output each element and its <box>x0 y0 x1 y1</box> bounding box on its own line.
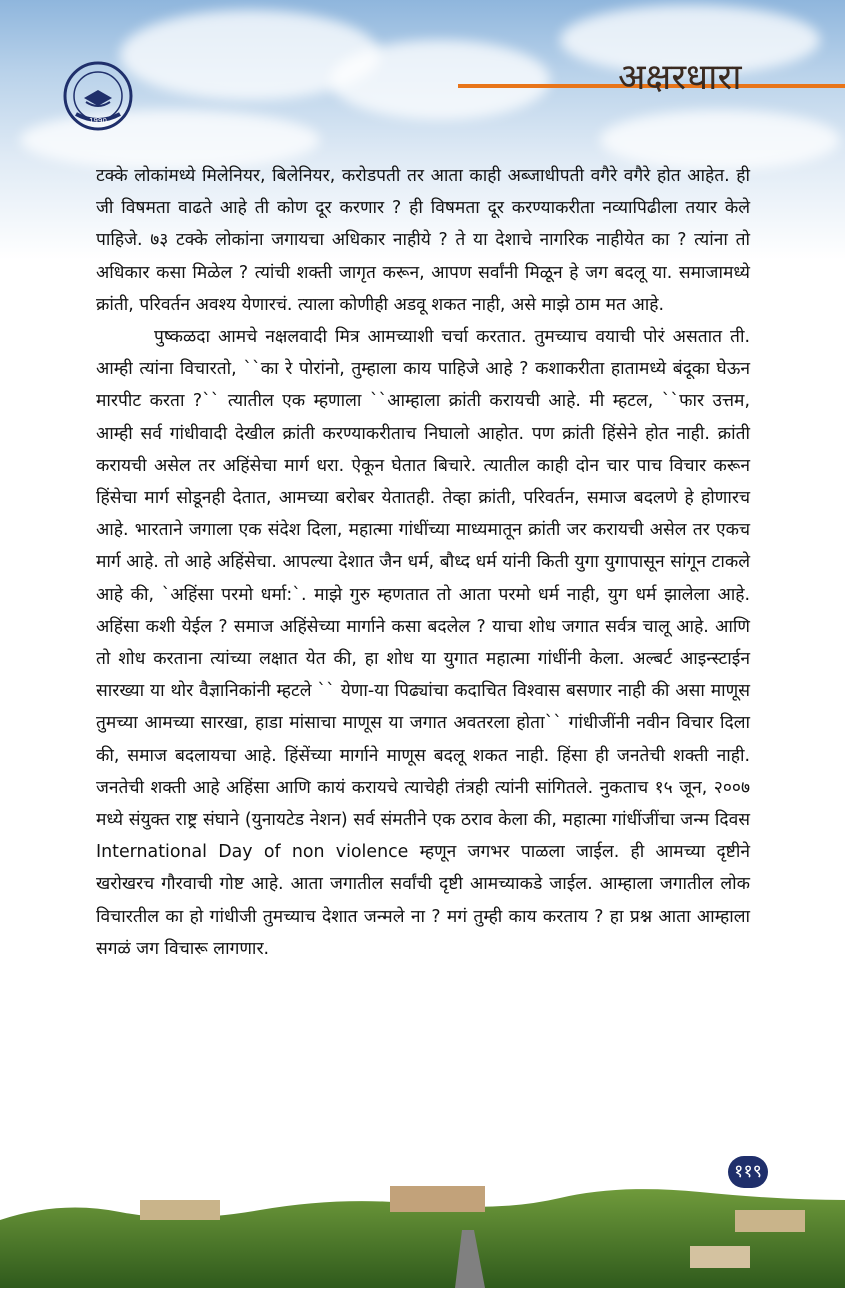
paragraph-1: टक्के लोकांमध्ये मिलेनियर, बिलेनियर, करोडपती तर आता काही अब्जाधीपती वगैरे वगैरे होत आहेत. ही जी विषमता वाढते आहे ती कोण दूर करणार ? ही विषमता दूर करण्याकरीता नव्यापिढीला तयार केले पाहिजे. ७३ टक्के लोकांना जगायचा अधिकार नाहीये ? ते या देशाचे नागरिक नाहीयेत का ? त्यांना तो अधिकार कसा मिळेल ? त्यांची शक्ती जागृत करून, आपण सर्वांनी मिळून हे जग बदलू या. समाजामध्ये क्रांती, परिवर्तन अवश्य येणारचं. त्याला कोणीही अडवू शकत नाही, असे माझे ठाम मत आहे. <box>96 166 750 315</box>
paragraph-2: पुष्कळदा आमचे नक्षलवादी मित्र आमच्याशी चर्चा करतात. तुमच्याच वयाची पोरं असतात ती. आम्ही त्यांना विचारतो, ``का रे पोरांनो, तुम्हाला काय पाहिजे आहे ? कशाकरीता हातामध्ये बंदूका घेऊन मारपीट करता ?`` त्यातील एक म्हणाला ``आम्हाला क्रांती करायची आहे. मी म्हटल, ``फार उत्तम, आम्ही सर्व गांधीवादी देखील क्रांती करण्याकरीताच निघालो आहोत. पण क्रांती हिंसेने होत नाही. क्रांती करायची असेल तर अहिंसेचा मार्ग धरा. ऐकून घेतात बिचारे. त्यातील काही दोन चार पाच विचार करून हिंसेचा मार्ग सोडूनही देतात, आमच्या बरोबर येतातही. तेव्हा क्रांती, परिवर्तन, समाज बदलणे हे होणारच आहे. भारताने जगाला एक संदेश दिला, महात्मा गांधींच्या माध्यमातून क्रांती जर करायची असेल तर एकच मार्ग आहे. तो आहे अहिंसेचा. आपल्या देशात जैन धर्म, बौध्द धर्म यांनी किती युगा युगापासून सांगून टाकले आहे की, `अहिंसा परमो धर्मा:`. माझे गुरु म्हणतात तो आता परमो धर्म नाही, युग धर्म झालेला आहे. अहिंसा कशी येईल ? समाज अहिंसेच्या मार्गाने कसा बदलेल ? याचा शोध जगात सर्वत्र चालू आहे. आणि तो शोध करताना त्यांच्या लक्षात येत की, हा शोध या युगात महात्मा गांधींनी केला. अल्बर्ट आइन्स्टाईन सारख्या या थोर वैज्ञानिकांनी म्हटले `` येणा-या पिढ्यांचा कदाचित विश्वास बसणार नाही की असा माणूस तुमच्या आमच्या सारखा, हाडा मांसाचा माणूस या जगात अवतरला होता`` गांधीजींनी नवीन विचार दिला की, समाज बदलायचा आहे. हिंसेंच्या मार्गाने माणूस बदलू शकत नाही. हिंसा ही जनतेची शक्ती नाही. जनतेची शक्ती आहे अहिंसा आणि कायं करायचे त्याचेही तंत्रही त्यांनी सांगितले. नुकताच १५ जून, २००७ मध्ये संयुक्त राष्ट्र संघाने (युनायटेड नेशन) सर्व संमतीने एक ठराव केला की, महात्मा गांधींजींचा जन्म दिवस International Day of non violence म्हणून जगभर पाळला जाईल. ही आमच्या दृष्टीने खरोखरच गौरवाची गोष्ट आहे. आता जगातील सर्वांची दृष्टी आमच्याकडे जाईल. आम्हाला जगातील लोक विचारतील का हो गांधीजी तुमच्याच देशात जन्मले ना ? मगं तुम्ही काय करताय ? हा प्रश्न आता आम्हाला सगळं जग विचारू लागणार. <box>96 327 750 959</box>
header-title-bar <box>458 58 845 98</box>
campus-landscape-image <box>0 1170 845 1288</box>
university-logo <box>62 60 134 132</box>
page-number-badge: ११९ <box>728 1156 768 1188</box>
article-body <box>96 160 750 965</box>
logo-year: 1990 <box>89 117 107 125</box>
page-title: अक्षरधारा <box>618 57 742 98</box>
